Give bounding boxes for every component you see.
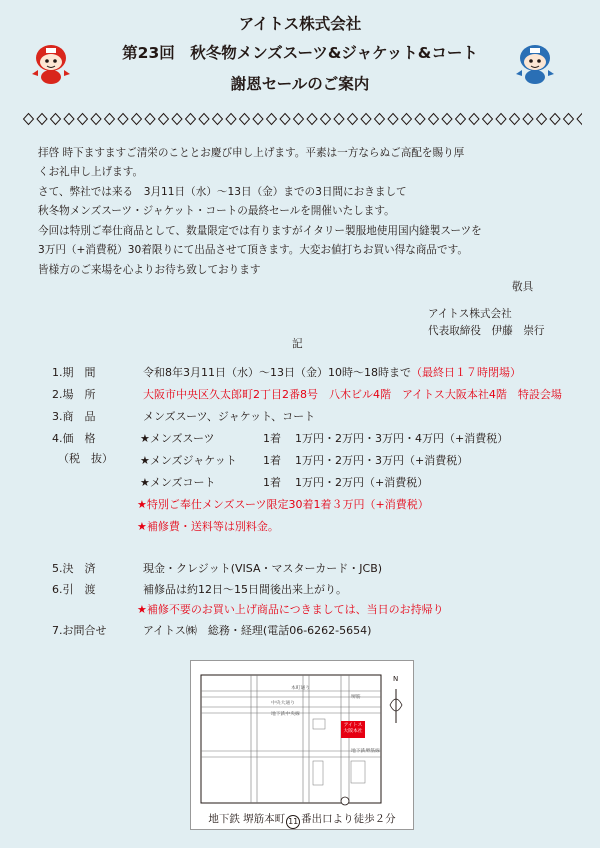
price-label: 4.価 格 <box>52 432 96 445</box>
price-item-name: ★メンズジャケット <box>140 454 237 467</box>
access-map <box>190 660 414 830</box>
letter-line: くお礼申し上げます。 <box>38 166 144 178</box>
street-label: 地下鉄堺筋線 <box>351 749 380 754</box>
event-subtitle: 謝恩セールのご案内 <box>230 75 370 93</box>
payment-label: 5.決 済 <box>52 562 96 575</box>
period-label: 1.期 間 <box>52 366 96 379</box>
sender-company: アイトス株式会社 <box>428 308 512 320</box>
price-item-qty: 1着 <box>263 476 281 489</box>
price-item-prices: 1万円・2万円・3万円（+消費税） <box>295 454 469 467</box>
repair-note: ★補修費・送料等は別料金。 <box>137 520 279 533</box>
price-item-name: ★メンズコート <box>140 476 216 489</box>
payment-value: 現金・クレジット(VISA・マスターカード・JCB) <box>143 562 383 575</box>
street-label: 堺筋 <box>351 695 361 700</box>
street-label: 中央大通り <box>271 701 295 706</box>
blue-mascot-icon <box>512 40 558 86</box>
products-label: 3.商 品 <box>52 410 96 423</box>
exit-number: 11 <box>286 815 300 829</box>
diamond-divider <box>22 112 582 126</box>
price-item-qty: 1着 <box>263 454 281 467</box>
store-marker <box>342 723 364 735</box>
venue-value: 大阪市中央区久太郎町2丁目2番8号 八木ビル4階 アイトス大阪本社4階 特設会場 <box>143 388 562 401</box>
map-caption-after: 番出口より徒歩２分 <box>301 813 396 825</box>
store-label-1: アイトス <box>343 723 363 728</box>
letter-line: 今回は特別ご奉仕商品として、数量限定では有りますがイタリー製服地使用国内縫製スーツを <box>38 225 482 237</box>
delivery-label: 6.引 渡 <box>52 583 96 596</box>
letter-line: 拝啓 時下ますますご清栄のこととお慶び申し上げます。平素は一方ならぬご高配を賜り厚 <box>38 147 465 159</box>
letter-line: さて、弊社では来る 3月11日（水）～13日（金）までの3日間におきまして <box>38 186 407 198</box>
store-label-2: 大阪本社 <box>343 729 363 734</box>
letter-line: 3万円（+消費税）30着限りにて出品させて頂きます。大変お値打ちお買い得な商品です。 <box>38 244 468 256</box>
price-item-qty: 1着 <box>263 432 281 445</box>
price-item-prices: 1万円・2万円（+消費税） <box>295 476 429 489</box>
venue-label: 2.場 所 <box>52 388 96 401</box>
ki-marker: 記 <box>292 338 303 350</box>
special-offer: ★特別ご奉仕メンズスーツ限定30着1着３万円（+消費税） <box>137 498 429 511</box>
event-title: 第23回 秋冬物メンズスーツ&ジャケット&コート <box>122 44 478 62</box>
closing-word: 敬具 <box>512 281 534 293</box>
map-caption <box>191 811 413 829</box>
street-label: 本町通り <box>291 686 311 691</box>
street-label: 地下鉄中央線 <box>271 712 300 717</box>
delivery-note: ★補修不要のお買い上げ商品につきましては、当日のお持帰り <box>137 603 444 616</box>
price-tax-label: （税 抜） <box>58 452 113 465</box>
period-value <box>143 364 521 380</box>
north-label: N <box>393 675 399 683</box>
price-item-prices: 1万円・2万円・3万円・4万円（+消費税） <box>295 432 509 445</box>
sender-name: 代表取締役 伊藤 崇行 <box>428 325 545 337</box>
company-title: アイトス株式会社 <box>238 15 362 33</box>
letter-line: 皆様方のご来場を心よりお待ち致しております <box>38 264 261 276</box>
delivery-value: 補修品は約12日～15日間後出来上がり。 <box>143 583 347 596</box>
price-item-name: ★メンズスーツ <box>140 432 215 445</box>
period-dates: 令和8年3月11日（水）～13日（金）10時～18時まで <box>143 366 411 379</box>
letter-line: 秋冬物メンズスーツ・ジャケット・コートの最終セールを開催いたします。 <box>38 205 395 217</box>
contact-label: 7.お問合せ <box>52 624 107 637</box>
products-value: メンズスーツ、ジャケット、コート <box>143 410 316 423</box>
map-caption-before: 地下鉄 堺筋本町 <box>208 813 286 825</box>
period-note: （最終日１７時閉場） <box>410 366 521 379</box>
red-mascot-icon <box>28 40 74 86</box>
contact-value: アイトス㈱ 総務・経理(電話06-6262-5654) <box>143 624 372 637</box>
